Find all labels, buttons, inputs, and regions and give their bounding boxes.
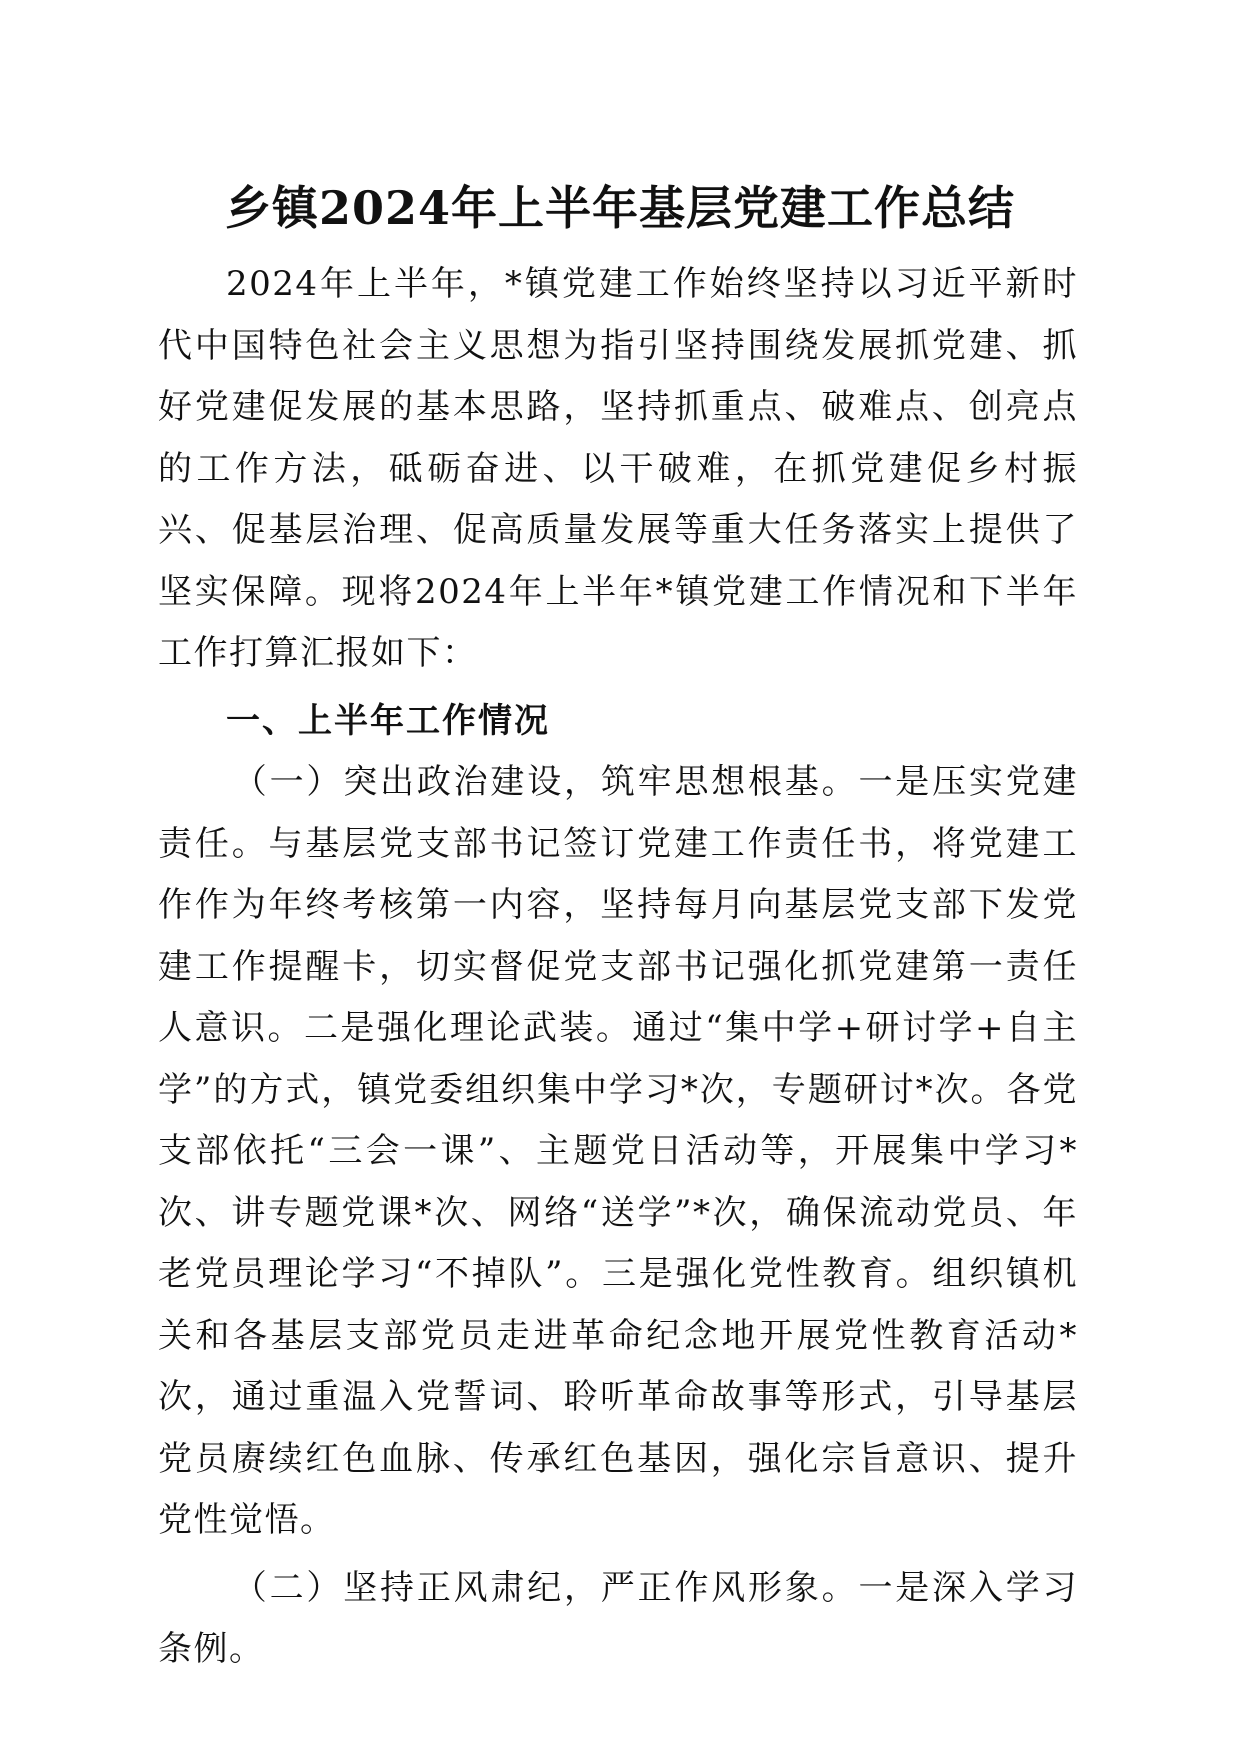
document-body [158,254,1078,1681]
document-title: 乡镇2024年上半年基层党建工作总结 [224,181,1016,235]
section-heading: 一、上半年工作情况 [226,700,550,741]
subsection-paragraph-2: （二）坚持正风肃纪，严正作风形象。一是深入学习条例。 [158,1567,1078,1669]
subsection-paragraph-1: （一）突出政治建设，筑牢思想根基。一是压实党建责任。与基层党支部书记签订党建工作责任书，将党建工作作为年终考核第一内容，坚持每月向基层党支部下发党建工作提醒卡，切实督促党支部书记强化抓党建第一责任人意识。二是强化理论武装。通过“集中学+研讨学+自主学”的方式，镇党委组织集中学习*次，专题研讨*次。各党支部依托“三会一课”、主题党日活动等，开展集中学习*次、讲专题党课*次、网络“送学”*次，确保流动党员、年老党员理论学习“不掉队”。三是强化党性教育。组织镇机关和各基层支部党员走进革命纪念地开展党性教育活动*次，通过重温入党誓词、聆听革命故事等形式，引导基层党员赓续红色血脉、传承红色基因，强化宗旨意识、提升党性觉悟。 [158,762,1078,1540]
intro-paragraph: 2024年上半年，*镇党建工作始终坚持以习近平新时代中国特色社会主义思想为指引坚持围绕发展抓党建、抓好党建促发展的基本思路，坚持抓重点、破难点、创亮点的工作方法，砥砺奋进、以干破难，在抓党建促乡村振兴、促基层治理、促高质量发展等重大任务落实上提供了坚实保障。现将2024年上半年*镇党建工作情况和下半年工作打算汇报如下： [158,264,1078,673]
